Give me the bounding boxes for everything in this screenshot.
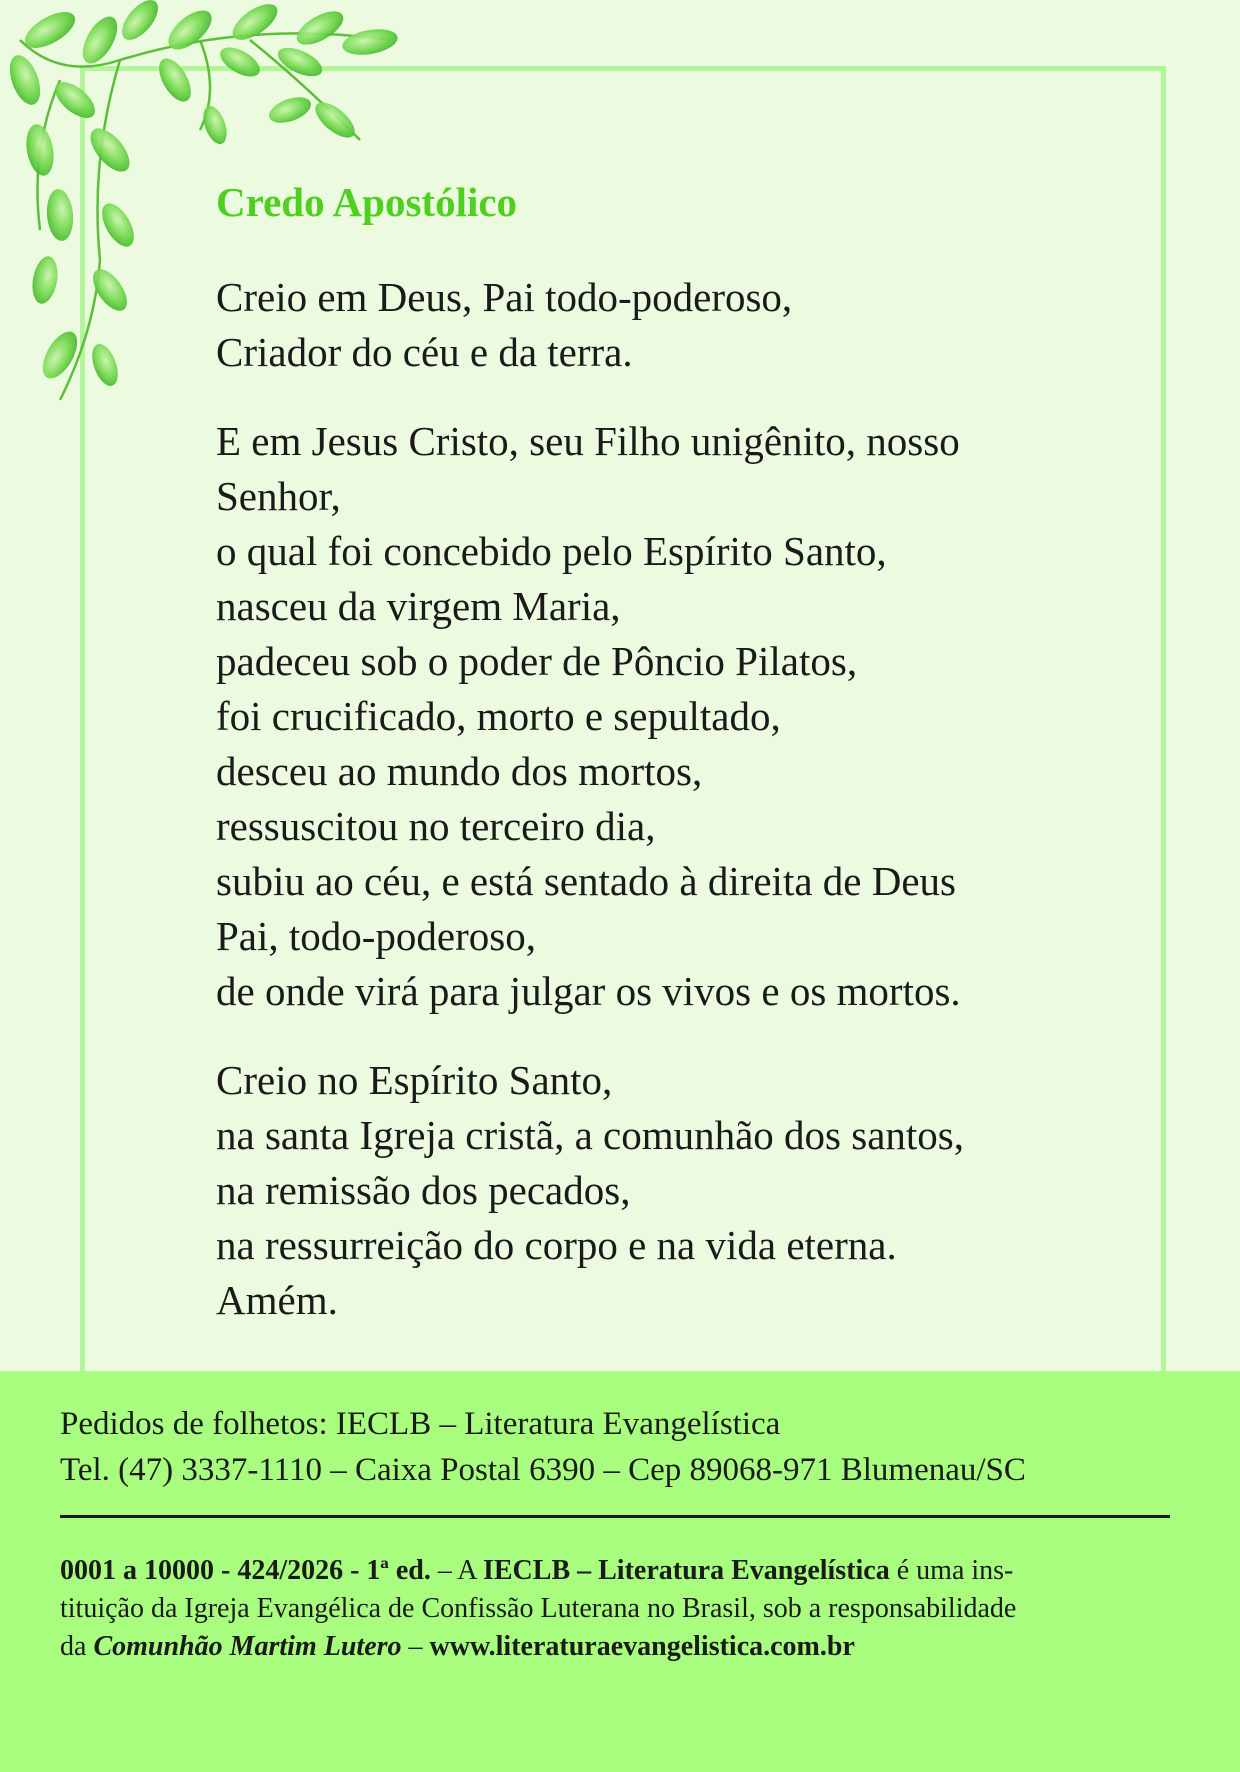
colophon-text: é uma ins- [889,1555,1014,1586]
verse-line: Criador do céu e da terra. [216,329,633,375]
divider [60,1515,1170,1518]
verse-line: subiu ao céu, e está sentado à direita de Deus [216,858,957,904]
footer [0,1371,1240,1772]
stanza [216,270,1116,380]
website-link[interactable]: www.literaturaevangelistica.com.br [429,1631,855,1662]
verse-line: E em Jesus Cristo, seu Filho unigênito, nosso [216,418,960,464]
verse-line: Creio no Espírito Santo, [216,1057,613,1103]
verse-line: Creio em Deus, Pai todo-poderoso, [216,274,793,320]
colophon-text: tituição da Igreja Evangélica de Confissão Luterana no Brasil, sob a responsabilidade [60,1593,1017,1624]
colophon [60,1552,1190,1666]
verse-line: desceu ao mundo dos mortos, [216,748,703,794]
verse-line: na ressurreição do corpo e na vida eterna. [216,1222,897,1268]
verse-line: na santa Igreja cristã, a comunhão dos santos, [216,1112,965,1158]
stanza [216,414,1116,1019]
creed-text [216,270,1116,1362]
verse-line: Amém. [216,1277,338,1323]
verse-line: Pai, todo-poderoso, [216,913,536,959]
verse-line: Senhor, [216,473,341,519]
verse-line: na remissão dos pecados, [216,1167,631,1213]
verse-line: padeceu sob o poder de Pôncio Pilatos, [216,638,858,684]
verse-line: o qual foi concebido pelo Espírito Santo, [216,528,887,574]
verse-line: ressuscitou no terceiro dia, [216,803,656,849]
edition-info: 0001 a 10000 - 424/2026 - 1ª ed. [60,1555,431,1586]
colophon-text: da [60,1631,94,1662]
verse-line: de onde virá para julgar os vivos e os mortos. [216,968,961,1014]
stanza [216,1053,1116,1328]
communion-name: Comunhão Martim Lutero [93,1631,402,1662]
page-title: Credo Apostólico [216,179,518,225]
order-info [60,1401,1026,1493]
verse-line: foi crucificado, morto e sepultado, [216,693,781,739]
colophon-text: – A [430,1555,483,1586]
verse-line: nasceu da virgem Maria, [216,583,621,629]
org-name: IECLB – Literatura Evangelística [482,1555,890,1586]
colophon-text: – [401,1631,430,1662]
contact-line: Tel. (47) 3337-1110 – Caixa Postal 6390 – Cep 89068-971 Blumenau/SC [60,1452,1026,1488]
order-line: Pedidos de folhetos: IECLB – Literatura Evangelística [60,1406,781,1442]
